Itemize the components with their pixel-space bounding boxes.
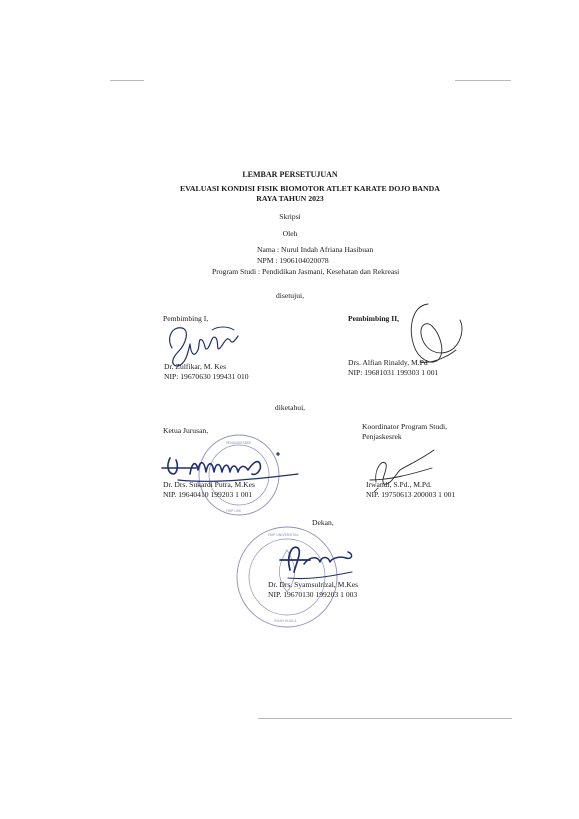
head-department-role: Ketua Jurusan, [163, 426, 209, 435]
scan-edge-top-right [455, 80, 511, 81]
document-by: Oleh [282, 229, 298, 238]
scan-edge-bottom [258, 718, 512, 719]
coordinator-name: Irwandi, S.Pd., M.Pd. [366, 480, 432, 489]
supervisor1-nip: NIP: 19670630 199431 010 [164, 372, 249, 381]
approved-label: disetujui, [275, 291, 305, 300]
student-program: Program Studi : Pendidikan Jasmani, Kesehatan dan Rekreasi [212, 267, 400, 276]
coordinator-nip: NIP. 19750613 200003 1 001 [366, 490, 456, 499]
dean-signature-icon [270, 534, 360, 584]
coordinator-role-line2: Penjaskesrek [362, 432, 402, 441]
document-heading: LEMBAR PERSETUJUAN [242, 170, 338, 179]
scan-edge-top-left [110, 80, 144, 81]
supervisor2-role: Pembimbing II, [348, 314, 400, 323]
svg-text:FKIP USK: FKIP USK [226, 509, 242, 513]
student-npm: NPM : 1906104020078 [257, 256, 329, 265]
svg-text:FKIP UNIVERSITAS: FKIP UNIVERSITAS [268, 533, 299, 537]
svg-text:SYIAH KUALA: SYIAH KUALA [274, 619, 297, 623]
document-title-line1: EVALUASI KONDISI FISIK BIOMOTOR ATLET KARATE DOJO BANDA [180, 184, 440, 193]
svg-text:PENJASKESREK: PENJASKESREK [226, 441, 252, 445]
acknowledged-label: diketahui, [274, 403, 306, 412]
supervisor1-role: Pembimbing I, [163, 314, 209, 323]
document-type: Skripsi [279, 212, 301, 221]
dean-role: Dekan, [312, 518, 334, 527]
document-title-line2: RAYA TAHUN 2023 [256, 194, 324, 203]
student-name: Nama : Nurul Indah Afriana Hasibuan [257, 245, 374, 254]
coordinator-role-line1: Koordinator Program Studi, [362, 422, 447, 431]
dean-name: Dr. Drs. Syamsulrizal, M.Kes [268, 580, 359, 589]
dean-nip: NIP. 19670130 199203 1 003 [268, 590, 358, 599]
head-department-nip: NIP. 19640410 199203 1 001 [163, 490, 253, 499]
supervisor2-name: Drs. Alfian Rinaldy, M.Pd [348, 358, 428, 367]
supervisor2-nip: NIP: 19681031 199303 1 001 [348, 368, 439, 377]
head-department-name: Dr. Drs. Sukardi Putra, M.Kes [163, 480, 255, 489]
supervisor1-name: Dr. Zulfikar, M. Kes [164, 362, 227, 371]
